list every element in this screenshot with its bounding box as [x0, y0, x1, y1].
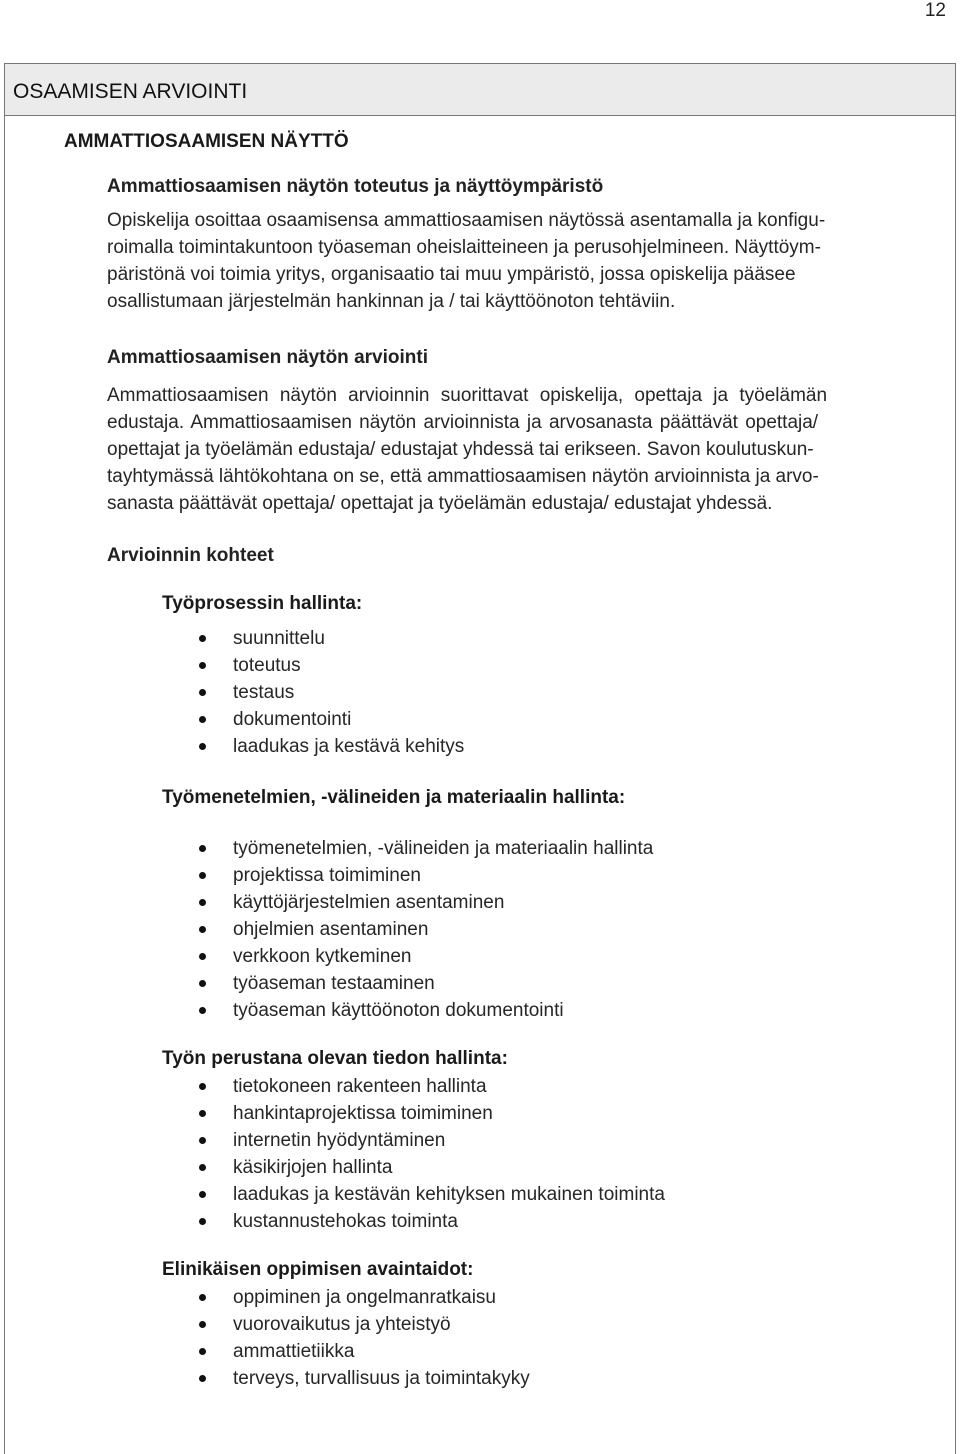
bullet-list-tiedon-hallinta	[190, 1073, 665, 1235]
group-title-tyomenetelmat: Työmenetelmien, -välineiden ja materiaalin hallinta:	[162, 787, 626, 808]
text-line: tayhtymässä lähtökohtana on se, että ammattiosaamisen näytön arvioinnista ja arvo-	[107, 466, 819, 487]
list-item: laadukas ja kestävän kehityksen mukainen toiminta	[190, 1181, 665, 1208]
list-item: hankintaprojektissa toimiminen	[190, 1100, 665, 1127]
list-item: vuorovaikutus ja yhteistyö	[190, 1311, 530, 1338]
text-line: roimalla toimintakuntoon työaseman oheislaitteineen ja perusohjelmineen. Näyttöym-	[107, 237, 821, 258]
heading-toteutus: Ammattiosaamisen näytön toteutus ja näyttöympäristö	[107, 176, 604, 197]
heading-arviointi: Ammattiosaamisen näytön arviointi	[107, 347, 428, 368]
list-item: työaseman testaaminen	[190, 970, 653, 997]
page-number: 12	[924, 0, 946, 21]
list-item: ohjelmien asentaminen	[190, 916, 653, 943]
list-item: työmenetelmien, -välineiden ja materiaalin hallinta	[190, 835, 653, 862]
heading-ammattiosaamisen-naytto: AMMATTIOSAAMISEN NÄYTTÖ	[64, 131, 349, 152]
paragraph-arviointi	[107, 382, 947, 517]
list-item: laadukas ja kestävä kehitys	[190, 733, 464, 760]
text-line: päristönä voi toimia yritys, organisaatio tai muu ympäristö, jossa opiskelija pääsee	[107, 264, 796, 285]
list-item: tietokoneen rakenteen hallinta	[190, 1073, 665, 1100]
text-line: opettajat ja työelämän edustaja/ edustajat yhdessä tai erikseen. Savon koulutuskun-	[107, 439, 814, 460]
section-header	[4, 63, 956, 116]
heading-arvioinnin-kohteet: Arvioinnin kohteet	[107, 545, 274, 566]
section-title: OSAAMISEN ARVIOINTI	[13, 80, 248, 103]
text-line: sanasta päättävät opettaja/ opettajat ja työelämän edustaja/ edustajat yhdessä.	[107, 493, 773, 514]
group-title-tyoprosessi: Työprosessin hallinta:	[162, 593, 363, 614]
list-item: työaseman käyttöönoton dokumentointi	[190, 997, 653, 1024]
list-item: projektissa toimiminen	[190, 862, 653, 889]
text-line: Ammattiosaamisen näytön arvioinnin suorittavat opiskelija, opettaja ja työelämän	[107, 385, 828, 406]
bullet-list-avaintaidot	[190, 1284, 530, 1392]
list-item: testaus	[190, 679, 464, 706]
list-item: suunnittelu	[190, 625, 464, 652]
list-item: dokumentointi	[190, 706, 464, 733]
text-line: edustaja. Ammattiosaamisen näytön arvioinnista ja arvosanasta päättävät opettaja/	[107, 412, 819, 433]
list-item: käyttöjärjestelmien asentaminen	[190, 889, 653, 916]
list-item: oppiminen ja ongelmanratkaisu	[190, 1284, 530, 1311]
text-line: osallistumaan järjestelmän hankinnan ja / tai käyttöönoton tehtäviin.	[107, 291, 676, 312]
list-item: internetin hyödyntäminen	[190, 1127, 665, 1154]
group-title-avaintaidot: Elinikäisen oppimisen avaintaidot:	[162, 1259, 474, 1280]
list-item: terveys, turvallisuus ja toimintakyky	[190, 1365, 530, 1392]
list-item: verkkoon kytkeminen	[190, 943, 653, 970]
list-item: ammattietiikka	[190, 1338, 530, 1365]
bullet-list-tyomenetelmat	[190, 835, 653, 1024]
paragraph-toteutus	[107, 207, 947, 315]
list-item: toteutus	[190, 652, 464, 679]
text-line: Opiskelija osoittaa osaamisensa ammattiosaamisen näytössä asentamalla ja konfigu-	[107, 210, 826, 231]
bullet-list-tyoprosessi	[190, 625, 464, 760]
list-item: käsikirjojen hallinta	[190, 1154, 665, 1181]
group-title-tiedon-hallinta: Työn perustana olevan tiedon hallinta:	[162, 1048, 508, 1069]
list-item: kustannustehokas toiminta	[190, 1208, 665, 1235]
